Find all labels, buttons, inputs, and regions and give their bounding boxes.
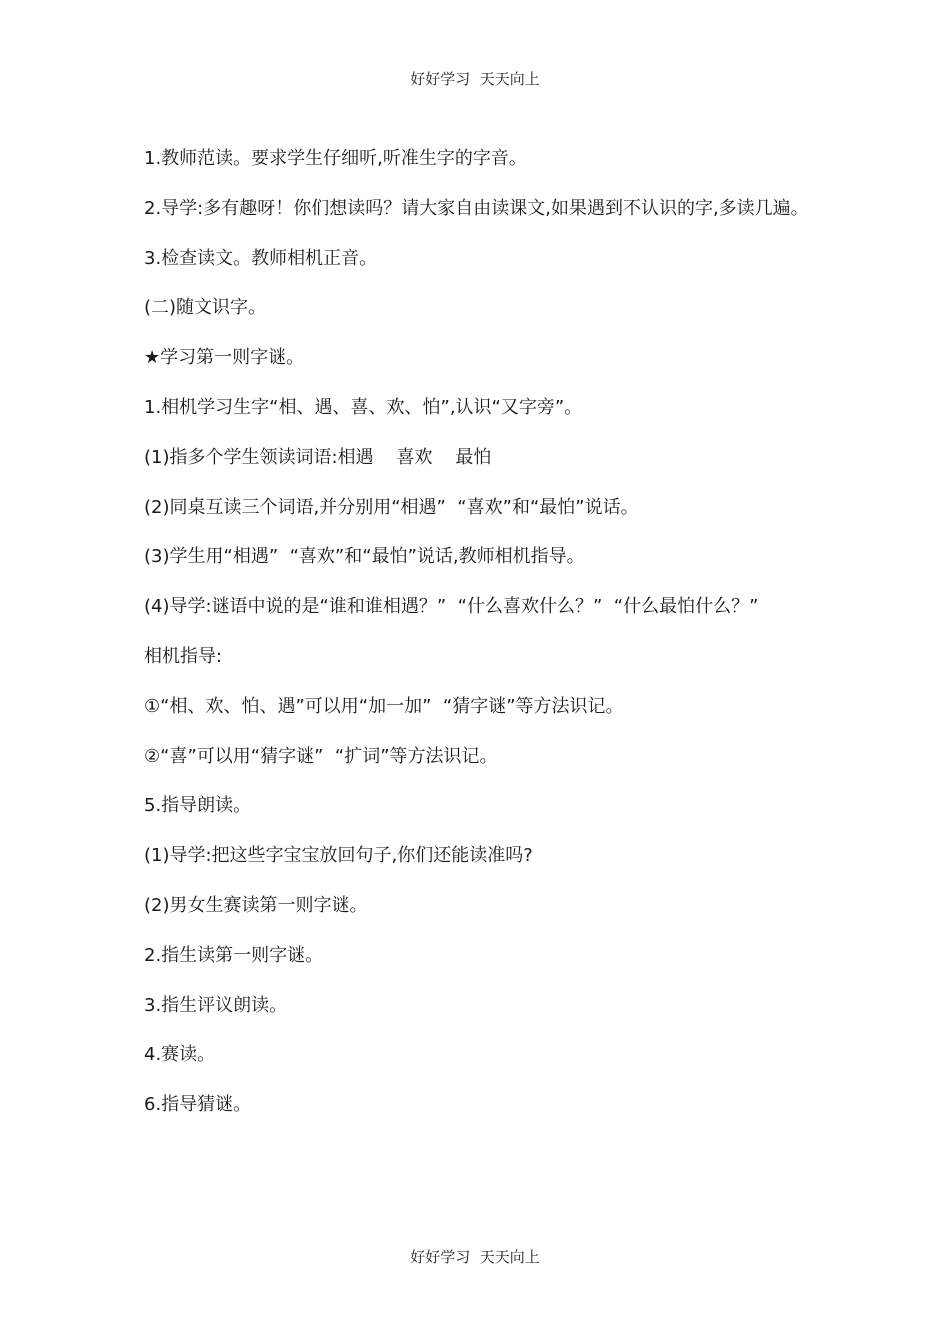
paragraph: 3.检查读文。教师相机正音。 bbox=[144, 247, 378, 269]
page-header: 好好学习 天天向上 bbox=[410, 70, 540, 88]
paragraph: 6.指导猜谜。 bbox=[144, 1094, 252, 1116]
paragraph: (二)随文识字。 bbox=[144, 297, 267, 319]
paragraph: (2)男女生赛读第一则字谜。 bbox=[144, 894, 368, 916]
paragraph: ②“喜”可以用“猜字谜” “扩词”等方法识记。 bbox=[144, 745, 498, 767]
paragraph: (1)导学:把这些字宝宝放回句子,你们还能读准吗? bbox=[144, 845, 533, 867]
paragraph: 2.导学:多有趣呀！你们想读吗？请大家自由读课文,如果遇到不认识的字,多读几遍。 bbox=[144, 197, 809, 219]
paragraph: (3)学生用“相遇” “喜欢”和“最怕”说话,教师相机指导。 bbox=[144, 546, 585, 568]
paragraph: (2)同桌互读三个词语,并分别用“相遇” “喜欢”和“最怕”说话。 bbox=[144, 496, 639, 518]
page-footer: 好好学习 天天向上 bbox=[410, 1248, 540, 1266]
paragraph: 1.相机学习生字“相、遇、喜、欢、怕”,认识“又字旁”。 bbox=[144, 396, 583, 418]
paragraph: ★学习第一则字谜。 bbox=[144, 347, 305, 369]
paragraph: 1.教师范读。要求学生仔细听,听准生字的字音。 bbox=[144, 148, 527, 169]
paragraph: 5.指导朗读。 bbox=[144, 795, 252, 817]
paragraph: ①“相、欢、怕、遇”可以用“加一加” “猜字谜”等方法识记。 bbox=[144, 695, 624, 717]
paragraph: 相机指导: bbox=[144, 645, 223, 667]
paragraph: 4.赛读。 bbox=[144, 1044, 216, 1066]
paragraph: 2.指生读第一则字谜。 bbox=[144, 944, 324, 966]
paragraph: (4)导学:谜语中说的是“谁和谁相遇？” “什么喜欢什么？” “什么最怕什么？” bbox=[144, 596, 759, 618]
paragraph: (1)指多个学生领读词语:相遇 喜欢 最怕 bbox=[144, 446, 492, 468]
paragraph: 3.指生评议朗读。 bbox=[144, 994, 288, 1016]
document-body bbox=[144, 134, 814, 1130]
